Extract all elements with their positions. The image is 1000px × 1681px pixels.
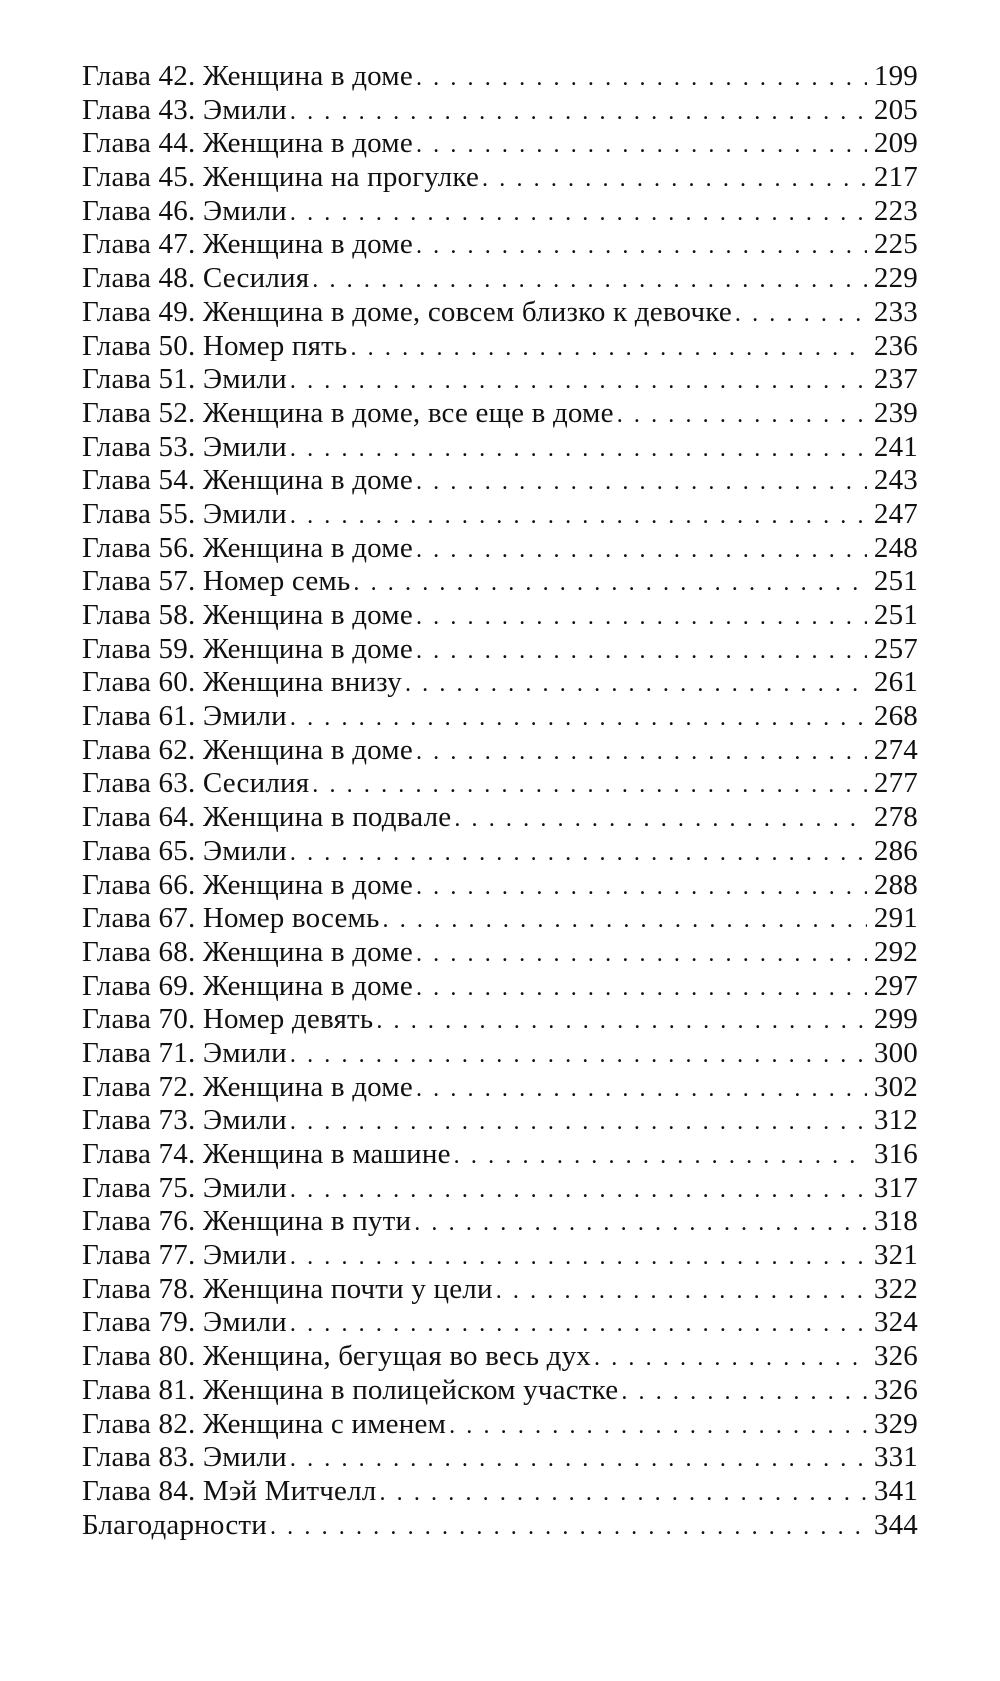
- toc-entry-page-number: 324: [873, 1306, 918, 1339]
- toc-entry-page-number: 299: [873, 1003, 918, 1036]
- toc-entry-title: Глава 49. Женщина в доме, совсем близко к девочке: [82, 295, 732, 328]
- dot-leader: [353, 567, 867, 601]
- toc-entry: [82, 565, 918, 599]
- toc-entry-title: Глава 56. Женщина в доме: [82, 531, 413, 564]
- toc-entry: [82, 1205, 918, 1239]
- toc-entry-title: Глава 81. Женщина в полицейском участке: [82, 1373, 619, 1406]
- dot-leader: [594, 1342, 867, 1376]
- dot-leader: [416, 534, 867, 568]
- toc-entry: [82, 734, 918, 768]
- toc-entry-title: Глава 73. Эмили: [82, 1104, 287, 1137]
- toc-entry: [82, 330, 918, 364]
- toc-entry: [82, 1172, 918, 1206]
- toc-entry-title: Глава 60. Женщина внизу: [82, 666, 402, 699]
- toc-entry-title: Глава 47. Женщина в доме: [82, 228, 413, 261]
- toc-entry-title: Глава 69. Женщина в доме: [82, 969, 413, 1002]
- toc-entry-page-number: 209: [873, 127, 918, 160]
- toc-entry-page-number: 326: [873, 1340, 918, 1373]
- dot-leader: [414, 1207, 867, 1241]
- toc-entry-title: Глава 83. Эмили: [82, 1441, 287, 1474]
- toc-entry-page-number: 233: [873, 295, 918, 328]
- toc-entry-page-number: 316: [873, 1138, 918, 1170]
- toc-entry-title: Глава 65. Эмили: [82, 834, 287, 867]
- toc-entry-title: Глава 84. Мэй Митчелл: [82, 1474, 377, 1507]
- toc-entry: [82, 532, 918, 566]
- toc-entry: [82, 936, 918, 970]
- toc-entry: [82, 666, 918, 700]
- toc-entry-title: Глава 80. Женщина, бегущая во весь дух: [82, 1340, 591, 1373]
- table-of-contents: [82, 60, 918, 1542]
- toc-entry-page-number: 326: [873, 1373, 918, 1406]
- dot-leader: [383, 904, 867, 938]
- dot-leader: [416, 736, 867, 770]
- toc-entry: [82, 902, 918, 936]
- toc-entry-page-number: 257: [873, 632, 918, 665]
- toc-entry-title: Глава 52. Женщина в доме, все еще в доме: [82, 396, 614, 429]
- toc-entry-title: Глава 68. Женщина в доме: [82, 935, 413, 968]
- dot-leader: [416, 62, 867, 96]
- dot-leader: [379, 1477, 867, 1511]
- dot-leader: [416, 466, 867, 500]
- dot-leader: [290, 500, 867, 534]
- toc-entry-title: Глава 75. Эмили: [82, 1171, 287, 1204]
- toc-entry: [82, 94, 918, 128]
- toc-entry-page-number: 344: [873, 1508, 918, 1541]
- dot-leader: [482, 163, 867, 197]
- dot-leader: [290, 1106, 867, 1140]
- table-of-contents-page: [82, 60, 918, 1542]
- toc-entry-title: Глава 66. Женщина в доме: [82, 868, 413, 901]
- toc-entry-page-number: 251: [873, 565, 918, 598]
- toc-entry-title: Глава 62. Женщина в доме: [82, 733, 413, 766]
- toc-entry-page-number: 291: [873, 902, 918, 935]
- dot-leader: [416, 129, 867, 163]
- dot-leader: [416, 871, 867, 905]
- toc-entry-page-number: 277: [873, 767, 918, 800]
- toc-entry-page-number: 225: [873, 228, 918, 261]
- toc-entry-title: Глава 82. Женщина с именем: [82, 1407, 447, 1440]
- dot-leader: [312, 769, 867, 803]
- toc-entry-page-number: 322: [873, 1272, 918, 1305]
- dot-leader: [290, 197, 867, 231]
- toc-entry: [82, 195, 918, 229]
- toc-entry: [82, 228, 918, 262]
- dot-leader: [416, 1073, 867, 1107]
- toc-entry-title: Глава 42. Женщина в доме: [82, 60, 413, 92]
- toc-entry-title: Глава 78. Женщина почти у цели: [82, 1272, 493, 1305]
- toc-entry-page-number: 297: [873, 969, 918, 1002]
- toc-entry-title: Глава 67. Номер восемь: [82, 902, 380, 935]
- toc-entry-title: Глава 54. Женщина в доме: [82, 464, 413, 497]
- toc-entry-page-number: 247: [873, 497, 918, 530]
- toc-entry-page-number: 199: [873, 60, 918, 92]
- toc-entry-title: Глава 48. Сесилия: [82, 262, 310, 295]
- dot-leader: [290, 96, 867, 130]
- dot-leader: [290, 837, 867, 871]
- dot-leader: [290, 433, 867, 467]
- toc-entry-title: Глава 59. Женщина в доме: [82, 632, 413, 665]
- toc-entry-page-number: 312: [873, 1104, 918, 1137]
- toc-entry: [82, 1441, 918, 1475]
- toc-entry: [82, 363, 918, 397]
- toc-entry: [82, 1340, 918, 1374]
- toc-entry: [82, 767, 918, 801]
- toc-entry: [82, 970, 918, 1004]
- toc-entry: [82, 1104, 918, 1138]
- toc-entry-title: Глава 70. Номер девять: [82, 1003, 374, 1036]
- toc-entry-page-number: 261: [873, 666, 918, 699]
- toc-entry: [82, 1138, 918, 1172]
- dot-leader: [416, 601, 867, 635]
- toc-entry: [82, 1273, 918, 1307]
- toc-entry-title: Глава 57. Номер семь: [82, 565, 351, 598]
- toc-entry-title: Глава 77. Эмили: [82, 1239, 287, 1272]
- dot-leader: [290, 365, 867, 399]
- toc-entry-page-number: 329: [873, 1407, 918, 1440]
- toc-entry: [82, 599, 918, 633]
- dot-leader: [350, 332, 867, 366]
- toc-entry-page-number: 217: [873, 161, 918, 194]
- toc-entry: [82, 1509, 918, 1543]
- toc-entry-page-number: 317: [873, 1171, 918, 1204]
- dot-leader: [290, 1308, 867, 1342]
- toc-entry: [82, 1306, 918, 1340]
- toc-entry: [82, 498, 918, 532]
- toc-entry-page-number: 300: [873, 1036, 918, 1069]
- toc-entry-title: Глава 76. Женщина в пути: [82, 1205, 412, 1238]
- toc-entry: [82, 262, 918, 296]
- dot-leader: [405, 668, 867, 702]
- toc-entry-title: Глава 71. Эмили: [82, 1036, 287, 1069]
- toc-entry: [82, 161, 918, 195]
- toc-entry-page-number: 274: [873, 733, 918, 766]
- toc-entry-page-number: 243: [873, 464, 918, 497]
- toc-entry-page-number: 292: [873, 935, 918, 968]
- toc-entry-title: Глава 74. Женщина в машине: [82, 1138, 451, 1170]
- toc-entry: [82, 464, 918, 498]
- toc-entry: [82, 1239, 918, 1273]
- toc-entry-page-number: 331: [873, 1441, 918, 1474]
- toc-entry-title: Глава 44. Женщина в доме: [82, 127, 413, 160]
- toc-entry: [82, 127, 918, 161]
- dot-leader: [290, 1443, 867, 1477]
- toc-entry: [82, 1003, 918, 1037]
- dot-leader: [449, 1410, 867, 1444]
- dot-leader: [454, 1140, 867, 1174]
- toc-entry-page-number: 288: [873, 868, 918, 901]
- toc-entry-page-number: 205: [873, 93, 918, 126]
- toc-entry-title: Глава 53. Эмили: [82, 430, 287, 463]
- toc-entry: [82, 633, 918, 667]
- dot-leader: [617, 399, 867, 433]
- dot-leader: [621, 1376, 867, 1410]
- toc-entry: [82, 700, 918, 734]
- toc-entry-title: Глава 58. Женщина в доме: [82, 599, 413, 631]
- toc-entry-page-number: 278: [873, 801, 918, 834]
- toc-entry: [82, 296, 918, 330]
- dot-leader: [290, 1174, 867, 1208]
- toc-entry-page-number: 302: [873, 1070, 918, 1103]
- toc-entry-title: Глава 63. Сесилия: [82, 767, 310, 800]
- toc-entry-page-number: 321: [873, 1239, 918, 1272]
- dot-leader: [312, 264, 867, 298]
- dot-leader: [416, 635, 867, 669]
- toc-entry-title: Глава 72. Женщина в доме: [82, 1070, 413, 1103]
- toc-entry-page-number: 251: [873, 599, 918, 631]
- dot-leader: [290, 1039, 867, 1073]
- toc-entry-title: Глава 79. Эмили: [82, 1306, 287, 1339]
- toc-entry: [82, 1374, 918, 1408]
- dot-leader: [416, 230, 867, 264]
- toc-entry-title: Глава 43. Эмили: [82, 93, 287, 126]
- toc-entry-title: Глава 51. Эмили: [82, 363, 287, 396]
- toc-entry-page-number: 268: [873, 700, 918, 733]
- dot-leader: [290, 702, 867, 736]
- toc-entry: [82, 1037, 918, 1071]
- toc-entry-page-number: 236: [873, 329, 918, 362]
- dot-leader: [290, 1241, 867, 1275]
- toc-entry-page-number: 241: [873, 430, 918, 463]
- toc-entry: [82, 801, 918, 835]
- toc-entry: [82, 1071, 918, 1105]
- toc-entry-page-number: 237: [873, 363, 918, 396]
- dot-leader: [376, 1005, 867, 1039]
- toc-entry-page-number: 341: [873, 1474, 918, 1507]
- toc-entry: [82, 835, 918, 869]
- toc-entry: [82, 397, 918, 431]
- toc-entry-title: Глава 46. Эмили: [82, 194, 287, 227]
- toc-entry-title: Благодарности: [82, 1508, 267, 1541]
- dot-leader: [496, 1275, 867, 1309]
- dot-leader: [735, 298, 867, 332]
- toc-entry: [82, 431, 918, 465]
- toc-entry-title: Глава 61. Эмили: [82, 700, 287, 733]
- dot-leader: [270, 1511, 867, 1545]
- toc-entry-title: Глава 55. Эмили: [82, 497, 287, 530]
- toc-entry-page-number: 318: [873, 1205, 918, 1238]
- toc-entry-title: Глава 45. Женщина на прогулке: [82, 161, 480, 194]
- toc-entry: [82, 60, 918, 94]
- toc-entry-page-number: 229: [873, 262, 918, 295]
- toc-entry-page-number: 239: [873, 396, 918, 429]
- toc-entry-title: Глава 50. Номер пять: [82, 329, 348, 362]
- toc-entry-page-number: 286: [873, 834, 918, 867]
- toc-entry: [82, 1475, 918, 1509]
- toc-entry-title: Глава 64. Женщина в подвале: [82, 801, 452, 834]
- toc-entry-page-number: 223: [873, 194, 918, 227]
- dot-leader: [416, 938, 867, 972]
- dot-leader: [416, 972, 867, 1006]
- toc-entry: [82, 1408, 918, 1442]
- toc-entry: [82, 869, 918, 903]
- dot-leader: [454, 803, 867, 837]
- toc-entry-page-number: 248: [873, 531, 918, 564]
